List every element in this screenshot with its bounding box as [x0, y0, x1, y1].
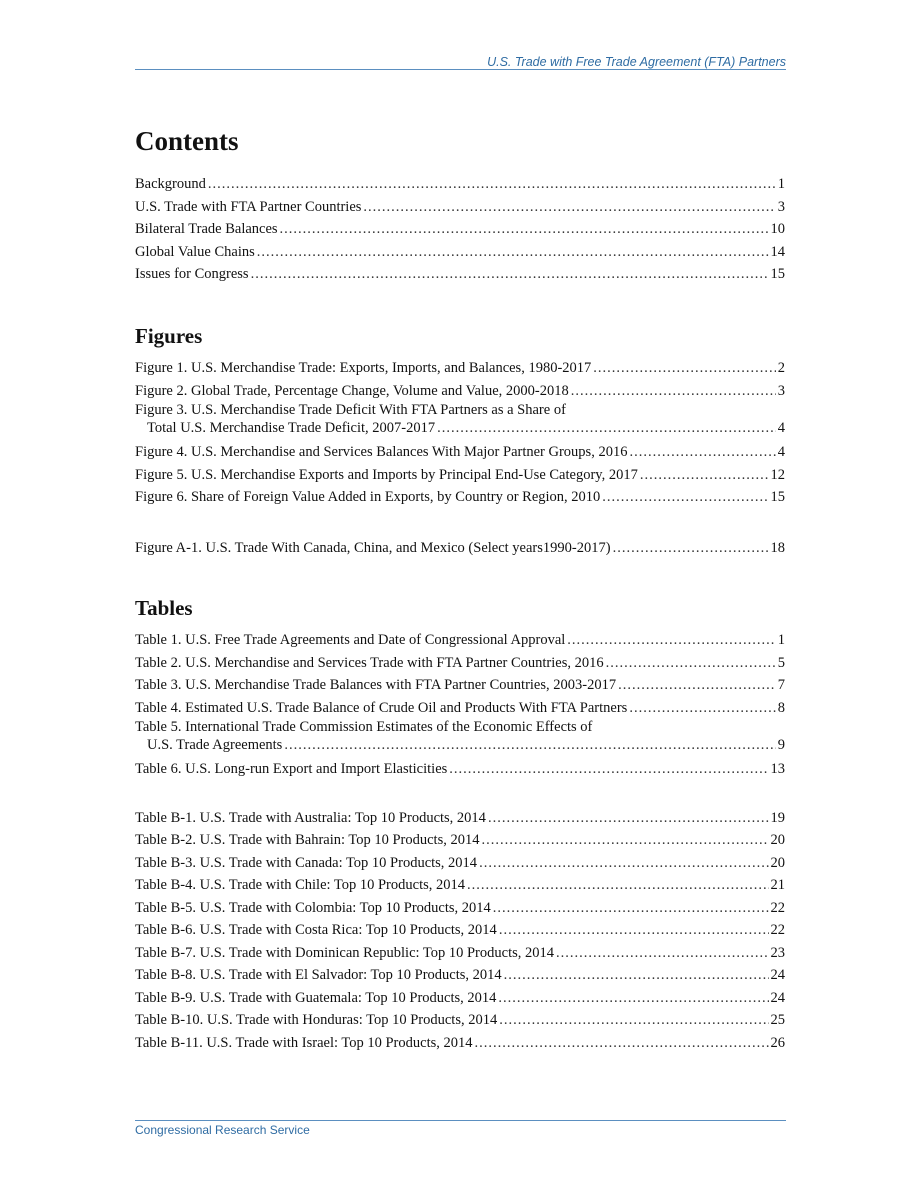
- dot-leader: [571, 380, 776, 403]
- table-entry[interactable]: [135, 758, 785, 781]
- dot-leader: [593, 357, 775, 380]
- dot-leader: [629, 441, 775, 464]
- table-entry[interactable]: [135, 829, 785, 852]
- table-entry[interactable]: [135, 919, 785, 942]
- dot-leader: [437, 419, 776, 437]
- figure-entry-page: 3: [777, 382, 785, 399]
- table-entry-page: 24: [770, 967, 785, 984]
- dot-leader: [602, 486, 768, 509]
- section-spacer: [135, 781, 785, 807]
- figure-entry-title: Figure 2. Global Trade, Percentage Change, Volume and Value, 2000-2018: [135, 382, 569, 399]
- figure-entry-title: Figure A-1. U.S. Trade With Canada, China, and Mexico (Select years1990-2017): [135, 539, 611, 556]
- table-entry-title: Table B-5. U.S. Trade with Colombia: Top 10 Products, 2014: [135, 899, 491, 916]
- table-entry-page: 21: [770, 877, 785, 894]
- table-entry-page: 8: [777, 699, 785, 716]
- table-entry-title: U.S. Trade Agreements: [147, 737, 283, 754]
- figure-entry-title: Figure 6. Share of Foreign Value Added in Exports, by Country or Region, 2010: [135, 489, 601, 506]
- appendix-tables-list: [135, 807, 785, 1055]
- table-entry[interactable]: [135, 897, 785, 920]
- toc-entry[interactable]: [135, 241, 785, 264]
- table-entry-page: 7: [777, 677, 785, 694]
- figures-heading: Figures: [135, 323, 203, 348]
- table-entry-page: 13: [770, 761, 785, 778]
- running-footer: Congressional Research Service: [135, 1123, 310, 1137]
- toc-entry-page: 3: [777, 198, 785, 215]
- table-entry-title: Table B-8. U.S. Trade with El Salvador: Top 10 Products, 2014: [135, 967, 502, 984]
- table-entry-title: Table B-10. U.S. Trade with Honduras: Top 10 Products, 2014: [135, 1012, 498, 1029]
- table-entry-page: 22: [770, 899, 785, 916]
- dot-leader: [613, 537, 769, 560]
- dot-leader: [567, 629, 775, 652]
- table-entry[interactable]: [135, 736, 785, 754]
- figure-entry-title: Figure 1. U.S. Merchandise Trade: Exports, Imports, and Balances, 1980-2017: [135, 360, 592, 377]
- dot-leader: [618, 674, 776, 697]
- toc-entry-page: 15: [770, 266, 785, 283]
- tables-list: [135, 629, 785, 781]
- toc-entry[interactable]: [135, 196, 785, 219]
- tables-heading: Tables: [135, 596, 193, 621]
- table-entry-title: Table 1. U.S. Free Trade Agreements and Date of Congressional Approval: [135, 632, 566, 649]
- table-entry[interactable]: [135, 964, 785, 987]
- table-entry-page: 5: [777, 654, 785, 671]
- table-entry-title: Table 4. Estimated U.S. Trade Balance of Crude Oil and Products With FTA Partners: [135, 699, 628, 716]
- table-entry-page: 1: [777, 632, 785, 649]
- table-entry-page: 19: [770, 809, 785, 826]
- dot-leader: [257, 241, 769, 264]
- figure-entry[interactable]: [135, 537, 785, 560]
- table-entry[interactable]: [135, 652, 785, 675]
- table-entry-title: Table B-6. U.S. Trade with Costa Rica: Top 10 Products, 2014: [135, 922, 497, 939]
- dot-leader: [629, 697, 775, 720]
- header-rule: [135, 69, 786, 70]
- table-entry-title: Table B-2. U.S. Trade with Bahrain: Top 10 Products, 2014: [135, 832, 480, 849]
- toc-entry-page: 1: [777, 176, 785, 193]
- figure-entry[interactable]: [135, 357, 785, 380]
- figure-entry-title: Total U.S. Merchandise Trade Deficit, 2007-2017: [147, 420, 436, 437]
- contents-heading: Contents: [135, 126, 239, 156]
- dot-leader: [208, 173, 776, 196]
- dot-leader: [499, 919, 769, 942]
- figure-entry-page: 18: [770, 539, 785, 556]
- table-entry-title: Table B-3. U.S. Trade with Canada: Top 10 Products, 2014: [135, 854, 478, 871]
- figures-list: [135, 357, 785, 509]
- dot-leader: [467, 874, 769, 897]
- dot-leader: [251, 263, 769, 286]
- dot-leader: [481, 829, 768, 852]
- table-entry-page: 25: [770, 1012, 785, 1029]
- toc-entry-title: Bilateral Trade Balances: [135, 221, 278, 238]
- toc-entry-page: 14: [770, 243, 785, 260]
- toc-entry-title: U.S. Trade with FTA Partner Countries: [135, 198, 362, 215]
- table-entry-title: Table B-9. U.S. Trade with Guatemala: Top 10 Products, 2014: [135, 989, 497, 1006]
- table-entry-title: Table B-7. U.S. Trade with Dominican Republic: Top 10 Products, 2014: [135, 944, 554, 961]
- table-entry-title: Table 6. U.S. Long-run Export and Import Elasticities: [135, 761, 448, 778]
- table-entry[interactable]: [135, 674, 785, 697]
- footer-rule: [135, 1120, 786, 1121]
- dot-leader: [640, 464, 769, 487]
- table-of-contents: [135, 125, 785, 1054]
- figure-entry-page: 4: [777, 420, 785, 437]
- table-entry-page: 23: [770, 944, 785, 961]
- table-entry-title: Table 2. U.S. Merchandise and Services Trade with FTA Partner Countries, 2016: [135, 654, 604, 671]
- dot-leader: [498, 987, 768, 1010]
- figure-entry-title: Figure 4. U.S. Merchandise and Services Balances With Major Partner Groups, 2016: [135, 444, 628, 461]
- dot-leader: [499, 1009, 768, 1032]
- table-entry-page: 22: [770, 922, 785, 939]
- table-entry-page: 20: [770, 832, 785, 849]
- section-spacer: [135, 509, 785, 537]
- figure-entry-page: 4: [777, 444, 785, 461]
- table-entry-title: Table B-1. U.S. Trade with Australia: Top 10 Products, 2014: [135, 809, 486, 826]
- table-entry-line1[interactable]: Table 5. International Trade Commission Estimates of the Economic Effects of: [135, 719, 593, 736]
- figure-entry[interactable]: [135, 464, 785, 487]
- dot-leader: [504, 964, 769, 987]
- table-entry-page: 9: [777, 737, 785, 754]
- figure-entry-title: Figure 5. U.S. Merchandise Exports and Imports by Principal End-Use Category, 2017: [135, 466, 638, 483]
- dot-leader: [493, 897, 769, 920]
- toc-entry-page: 10: [770, 221, 785, 238]
- table-entry[interactable]: [135, 987, 785, 1010]
- table-entry[interactable]: [135, 807, 785, 830]
- table-entry-title: Table 3. U.S. Merchandise Trade Balances with FTA Partner Countries, 2003-2017: [135, 677, 617, 694]
- figure-entry[interactable]: [135, 486, 785, 509]
- table-entry-page: 26: [770, 1034, 785, 1051]
- dot-leader: [556, 942, 769, 965]
- appendix-figures-list: [135, 537, 785, 560]
- figure-entry[interactable]: [135, 380, 785, 403]
- toc-entry-title: Background: [135, 176, 206, 193]
- table-entry[interactable]: [135, 852, 785, 875]
- toc-entry[interactable]: [135, 218, 785, 241]
- table-entry-title: Table B-11. U.S. Trade with Israel: Top 10 Products, 2014: [135, 1034, 473, 1051]
- dot-leader: [475, 1032, 769, 1055]
- dot-leader: [488, 807, 769, 830]
- dot-leader: [363, 196, 775, 219]
- figure-entry-page: 2: [777, 360, 785, 377]
- running-header: U.S. Trade with Free Trade Agreement (FTA) Partners: [487, 55, 786, 69]
- dot-leader: [606, 652, 776, 675]
- table-entry-page: 20: [770, 854, 785, 871]
- toc-entry[interactable]: [135, 263, 785, 286]
- figure-entry[interactable]: [135, 419, 785, 437]
- dot-leader: [449, 758, 768, 781]
- table-entry[interactable]: [135, 697, 785, 720]
- table-entry[interactable]: [135, 874, 785, 897]
- table-entry[interactable]: [135, 1032, 785, 1055]
- table-entry-title: Table B-4. U.S. Trade with Chile: Top 10 Products, 2014: [135, 877, 465, 894]
- toc-entry-title: Global Value Chains: [135, 243, 255, 260]
- table-entry[interactable]: [135, 1009, 785, 1032]
- figure-entry-line1[interactable]: Figure 3. U.S. Merchandise Trade Deficit With FTA Partners as a Share of: [135, 402, 566, 419]
- dot-leader: [479, 852, 768, 875]
- figure-entry-page: 12: [770, 466, 785, 483]
- table-entry[interactable]: [135, 629, 785, 652]
- dot-leader: [280, 218, 769, 241]
- toc-entry-title: Issues for Congress: [135, 266, 249, 283]
- dot-leader: [284, 736, 775, 754]
- toc-entry[interactable]: [135, 173, 785, 196]
- figure-entry-page: 15: [770, 489, 785, 506]
- figure-entry[interactable]: [135, 441, 785, 464]
- table-entry[interactable]: [135, 942, 785, 965]
- contents-list: [135, 173, 785, 286]
- table-entry-page: 24: [770, 989, 785, 1006]
